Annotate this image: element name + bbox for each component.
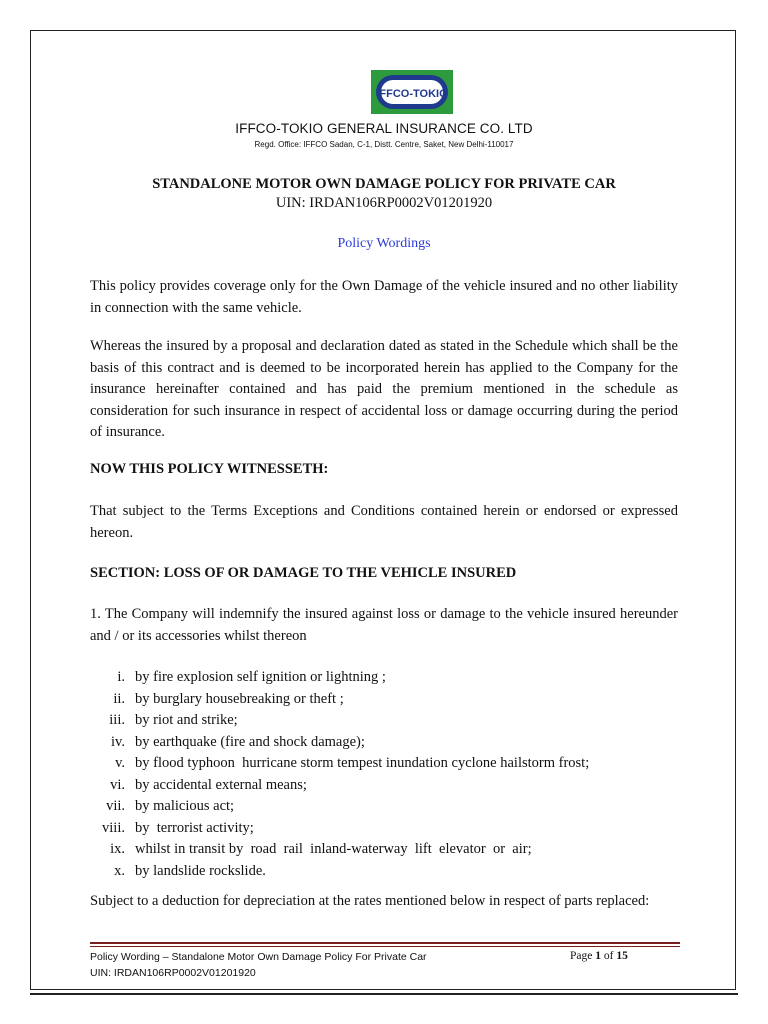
list-item <box>90 710 690 732</box>
of-label: of <box>603 950 614 962</box>
list-item <box>90 775 690 797</box>
depreciation-paragraph: Subject to a deduction for depreciation at the rates mentioned below in respect of parts replaced: <box>90 893 650 909</box>
current-page: 1 <box>595 950 601 962</box>
page-number <box>570 950 628 962</box>
list-item-text: by fire explosion self ignition or lightning ; <box>135 669 386 685</box>
witnesseth-paragraph: That subject to the Terms Exceptions and Conditions contained herein or endorsed or expressed hereon. <box>90 503 678 541</box>
list-item-number: iii. <box>109 712 125 728</box>
list-item-number: ii. <box>113 690 125 707</box>
whereas-paragraph: Whereas the insured by a proposal and declaration dated as stated in the Schedule which shall be the basis of this contract and is deemed to be incorporated herein has applied to the Company for the insurance hereinafter contained and has paid the premium mentioned in the schedule as consideration for such insurance in respect of accidental loss or damage occurring during the period of insurance. <box>90 338 678 440</box>
perils-list <box>90 667 690 882</box>
list-item-text: by accidental external means; <box>135 776 307 793</box>
list-item-text: by malicious act; <box>135 798 235 814</box>
logo-text: IFFCO-TOKIO <box>376 88 448 100</box>
list-item-text: by flood typhoon hurricane storm tempest inundation cyclone hailstorm frost; <box>135 755 590 771</box>
list-item-text: by landslide rockslide. <box>135 862 266 879</box>
footer-rule-thin <box>90 946 680 947</box>
list-item-number: viii. <box>102 819 125 836</box>
list-item <box>90 732 690 754</box>
list-item <box>90 861 690 883</box>
list-item <box>90 796 690 818</box>
list-item <box>90 839 690 861</box>
list-item-number: ix. <box>110 841 125 857</box>
list-item-text: by earthquake (fire and shock damage); <box>135 733 365 750</box>
footer-rule <box>90 942 680 944</box>
registered-office: Regd. Office: IFFCO Sadan, C-1, Distt. Centre, Saket, New Delhi-110017 <box>254 140 514 149</box>
list-item-text: by riot and strike; <box>135 712 238 728</box>
page-label: Page <box>570 950 593 962</box>
list-item <box>90 753 690 775</box>
list-item-number: i. <box>117 669 125 685</box>
list-item-number: x. <box>114 862 125 879</box>
list-item <box>90 667 690 689</box>
company-name: IFFCO-TOKIO GENERAL INSURANCE CO. LTD <box>235 121 533 136</box>
intro-paragraph: This policy provides coverage only for the Own Damage of the vehicle insured and no other liability in connection with the same vehicle. <box>90 278 678 316</box>
list-item-number: v. <box>115 755 125 771</box>
list-item <box>90 689 690 711</box>
section-heading: SECTION: LOSS OF OR DAMAGE TO THE VEHICLE INSURED <box>90 565 517 581</box>
footer-text <box>90 950 427 981</box>
list-item-text: whilst in transit by road rail inland-waterway lift elevator or air; <box>135 841 532 857</box>
page-border-shadow <box>30 993 738 995</box>
list-item-text: by terrorist activity; <box>135 819 254 836</box>
list-item-number: vii. <box>106 798 125 814</box>
footer-policy-title: Policy Wording – Standalone Motor Own Damage Policy For Private Car <box>90 951 427 963</box>
list-item-number: vi. <box>110 776 125 793</box>
policy-wordings-heading: Policy Wordings <box>337 236 431 251</box>
document-uin: UIN: IRDAN106RP0002V01201920 <box>275 195 493 211</box>
list-item <box>90 818 690 840</box>
iffco-tokio-logo <box>371 70 453 114</box>
list-item-text: by burglary housebreaking or theft ; <box>135 690 344 707</box>
footer-uin: UIN: IRDAN106RP0002V01201920 <box>90 966 256 979</box>
document-title: STANDALONE MOTOR OWN DAMAGE POLICY FOR PRIVATE CAR <box>152 176 616 192</box>
witnesseth-heading: NOW THIS POLICY WITNESSETH: <box>90 461 329 477</box>
total-pages: 15 <box>616 950 628 962</box>
clause-1-paragraph: 1. The Company will indemnify the insured against loss or damage to the vehicle insured hereunder and / or its accessories whilst thereon <box>90 606 678 644</box>
list-item-number: iv. <box>111 733 125 750</box>
